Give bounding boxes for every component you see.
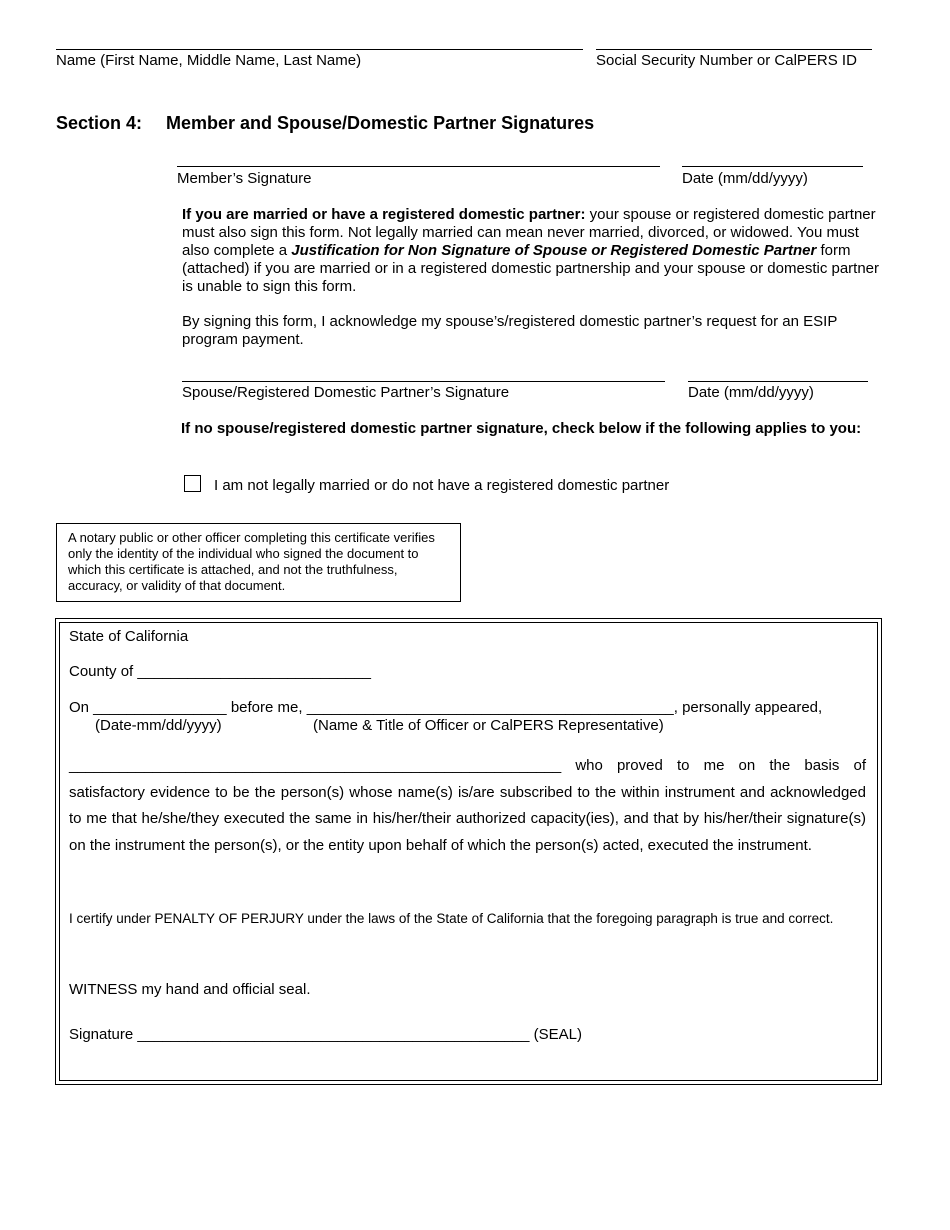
notary-signature-line: Signature _______________________________________________ (SEAL) [69,1026,582,1043]
state-line: State of California [69,628,189,645]
acknowledge-paragraph: By signing this form, I acknowledge my spouse’s/registered domestic partner’s request for an ESIP program payment. [182,313,838,348]
member-date-line [682,166,863,167]
spouse-signature-label: Spouse/Registered Domestic Partner’s Signature [182,384,510,401]
name-line [56,49,583,50]
witness-line: WITNESS my hand and official seal. [69,981,311,998]
spouse-info-text1: your spouse or registered domestic partner must also sign this form. Not legally married can mean never married, divorced, or widowed. You must also complete a [182,206,876,259]
notary-notice-box: A notary public or other officer completing this certificate verifies only the identity of the individual who signed the document to which this certificate is attached, and not the truthfulness, accuracy, or validity of that document. [56,523,461,602]
member-signature-line [177,166,660,167]
spouse-date-label: Date (mm/dd/yyyy) [688,384,814,401]
id-label: Social Security Number or CalPERS ID [596,52,857,69]
section-number: Section 4: [56,113,143,133]
id-line [596,49,872,50]
not-married-checkbox[interactable] [184,475,201,492]
appeared-line: On ________________ before me, ____________________________________________, personally appeared, [69,699,823,716]
date-caption: (Date-mm/dd/yyyy) [95,717,222,734]
spouse-date-line [688,381,868,382]
section-title: Member and Spouse/Domestic Partner Signatures [166,113,595,133]
proved-paragraph: ___________________________________________________________ who proved to me on the basis of satisfactory evidence to be the person(s) whose name(s) is/are subscribed to the within instrument and acknowledged to me that he/she/they executed the same in his/her/their authorized capacity(ies), and that by his/her/their signature(s) on the instrument the person(s), or the entity upon behalf of which the person(s) acted, executed the instrument. [69,757,866,854]
member-date-label: Date (mm/dd/yyyy) [682,170,808,187]
spouse-info-lead: If you are married or have a registered domestic partner: [182,206,586,223]
name-label: Name (First Name, Middle Name, Last Name) [56,52,362,69]
perjury-statement: I certify under PENALTY OF PERJURY under the laws of the State of California that the foregoing paragraph is true and correct. [69,911,834,926]
spouse-signature-line [182,381,665,382]
justification-form-name: Justification for Non Signature of Spouse or Registered Domestic Partner [291,242,817,259]
not-married-label: I am not legally married or do not have a registered domestic partner [214,477,670,494]
member-signature-label: Member’s Signature [177,170,312,187]
no-signature-heading: If no spouse/registered domestic partner signature, check below if the following applies to you: [181,420,862,437]
spouse-info-text2: form (attached) if you are married or in a registered domestic partnership and your spouse or domestic partner is unable to sign this form. [182,242,880,295]
county-line: County of ____________________________ [69,663,371,680]
spouse-info-paragraph [182,206,882,296]
officer-caption: (Name & Title of Officer or CalPERS Representative) [313,717,664,734]
